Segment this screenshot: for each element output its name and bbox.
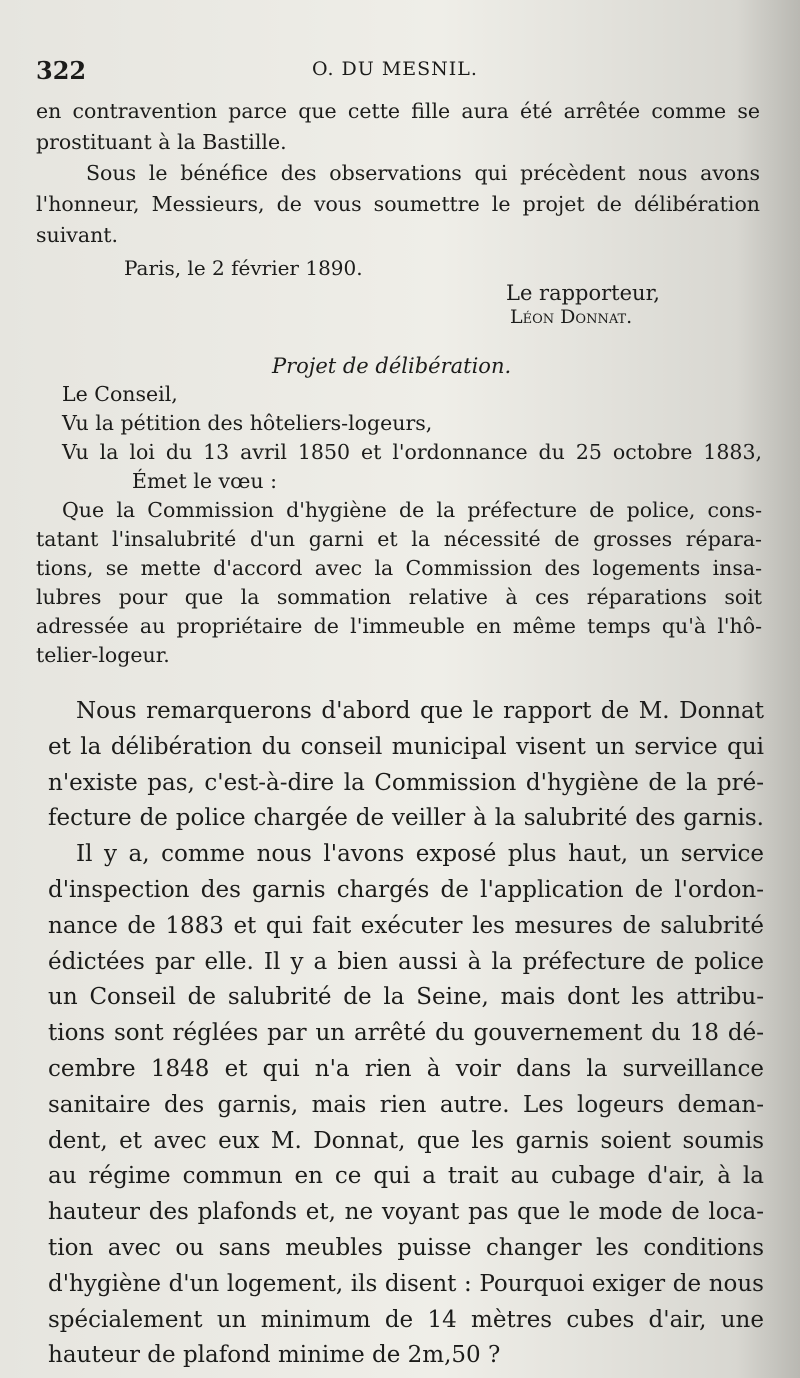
section-title: Projet de délibération. [272, 354, 512, 378]
text-line: d'inspection des garnis chargés de l'application de l'ordon- [48, 876, 764, 903]
text-line: et la délibération du conseil municipal visent un service qui [48, 733, 764, 760]
text-line: Vu la loi du 13 avril 1850 et l'ordonnance du 25 octobre 1883, [62, 440, 762, 464]
text-line: Nous remarquerons d'abord que le rapport de M. Donnat [76, 698, 764, 724]
text-line: édictées par elle. Il y a bien aussi à la préfecture de police [48, 948, 764, 975]
text-line: hauteur de plafond minime de 2m,50 ? [48, 1342, 501, 1369]
text-line: fecture de police chargée de veiller à la salubrité des garnis. [48, 805, 764, 832]
text-line: tatant l'insalubrité d'un garni et la nécessité de grosses répara- [36, 527, 762, 551]
text-line: nance de 1883 et qui fait exécuter les mesures de salubrité [48, 912, 764, 939]
text-line: Le Conseil, [62, 382, 178, 406]
text-line: Sous le bénéfice des observations qui précèdent nous avons [86, 161, 760, 185]
text-line: Émet le vœu : [132, 469, 277, 493]
text-line: spécialement un minimum de 14 mètres cubes d'air, une [48, 1306, 764, 1333]
signature-date: Paris, le 2 février 1890. [124, 256, 363, 280]
page-number: 322 [36, 56, 87, 85]
text-line: telier-logeur. [36, 643, 170, 667]
text-line: tions sont réglées par un arrêté du gouvernement du 18 dé- [48, 1020, 764, 1047]
running-head: O. DU MESNIL. [312, 58, 478, 80]
text-line: tion avec ou sans meubles puisse changer les conditions [48, 1234, 764, 1261]
text-line: d'hygiène d'un logement, ils disent : Pourquoi exiger de nous [48, 1270, 764, 1297]
text-line: cembre 1848 et qui n'a rien à voir dans la surveillance [48, 1055, 764, 1082]
page-header [36, 56, 760, 90]
signature-role: Le rapporteur, [506, 281, 660, 305]
text-line: au régime commun en ce qui a trait au cubage d'air, à la [48, 1163, 764, 1190]
text-line: l'honneur, Messieurs, de vous soumettre le projet de délibération [36, 192, 760, 216]
text-line: en contravention parce que cette fille aura été arrêtée comme se [36, 99, 760, 123]
text-line: prostituant à la Bastille. [36, 130, 287, 154]
resolution-text [36, 380, 762, 670]
intro-paragraph [36, 96, 760, 251]
body-paragraph [48, 694, 764, 1374]
text-line: tions, se mette d'accord avec la Commission des logements insa- [36, 556, 762, 580]
text-line: lubres pour que la sommation relative à ces réparations soit [36, 585, 762, 609]
text-line: hauteur des plafonds et, ne voyant pas que le mode de loca- [48, 1199, 764, 1226]
text-line: dent, et avec eux M. Donnat, que les garnis soient soumis [48, 1127, 764, 1154]
text-line: Il y a, comme nous l'avons exposé plus haut, un service [76, 841, 764, 868]
text-line: suivant. [36, 223, 119, 247]
text-line: un Conseil de salubrité de la Seine, mais dont les attribu- [48, 984, 764, 1011]
text-line: sanitaire des garnis, mais rien autre. Les logeurs deman- [48, 1091, 764, 1118]
text-line: Que la Commission d'hygiène de la préfecture de police, cons- [62, 498, 762, 522]
text-line: adressée au propriétaire de l'immeuble en même temps qu'à l'hô- [36, 614, 762, 638]
text-line: Vu la pétition des hôteliers-logeurs, [62, 411, 433, 435]
text-line: n'existe pas, c'est-à-dire la Commission d'hygiène de la pré- [48, 769, 764, 796]
signature-name: Léon Donnat. [510, 306, 633, 328]
